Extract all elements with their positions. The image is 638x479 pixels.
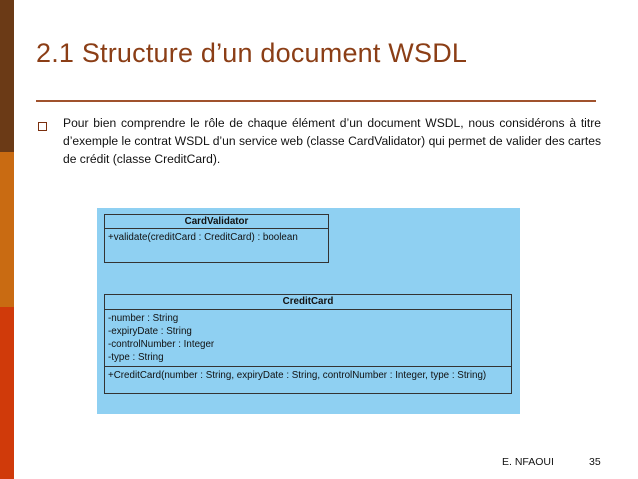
decor-stripe-bottom	[0, 307, 14, 479]
operations-section	[105, 229, 328, 246]
title-underline	[36, 100, 596, 102]
attribute: -controlNumber : Integer	[108, 339, 215, 350]
bullet-square-icon	[38, 122, 47, 131]
attributes-section	[105, 310, 511, 367]
attribute: -type : String	[108, 352, 164, 363]
operation: +CreditCard(number : String, expiryDate : String, controlNumber : Integer, type : String)	[108, 370, 487, 381]
decor-stripe-middle	[0, 152, 14, 307]
page-number: 35	[589, 456, 601, 468]
attribute: -number : String	[108, 313, 179, 324]
class-name: CreditCard	[105, 295, 511, 310]
attribute: -expiryDate : String	[108, 326, 192, 337]
operation: +validate(creditCard : CreditCard) : boolean	[108, 232, 298, 243]
uml-class-cardvalidator	[104, 214, 329, 263]
class-name: CardValidator	[105, 215, 328, 229]
uml-class-creditcard	[104, 294, 512, 394]
decor-stripe-top	[0, 0, 14, 152]
footer-author: E. NFAOUI	[502, 456, 554, 468]
operations-section	[105, 367, 511, 384]
body-paragraph: Pour bien comprendre le rôle de chaque élément d’un document WSDL, nous considérons à titre d’exemple le contrat WSDL d’un service web (classe CardValidator) qui permet de valider des cartes de crédit (classe CreditCard).	[63, 116, 601, 166]
slide-title: 2.1 Structure d’un document WSDL	[36, 38, 468, 68]
